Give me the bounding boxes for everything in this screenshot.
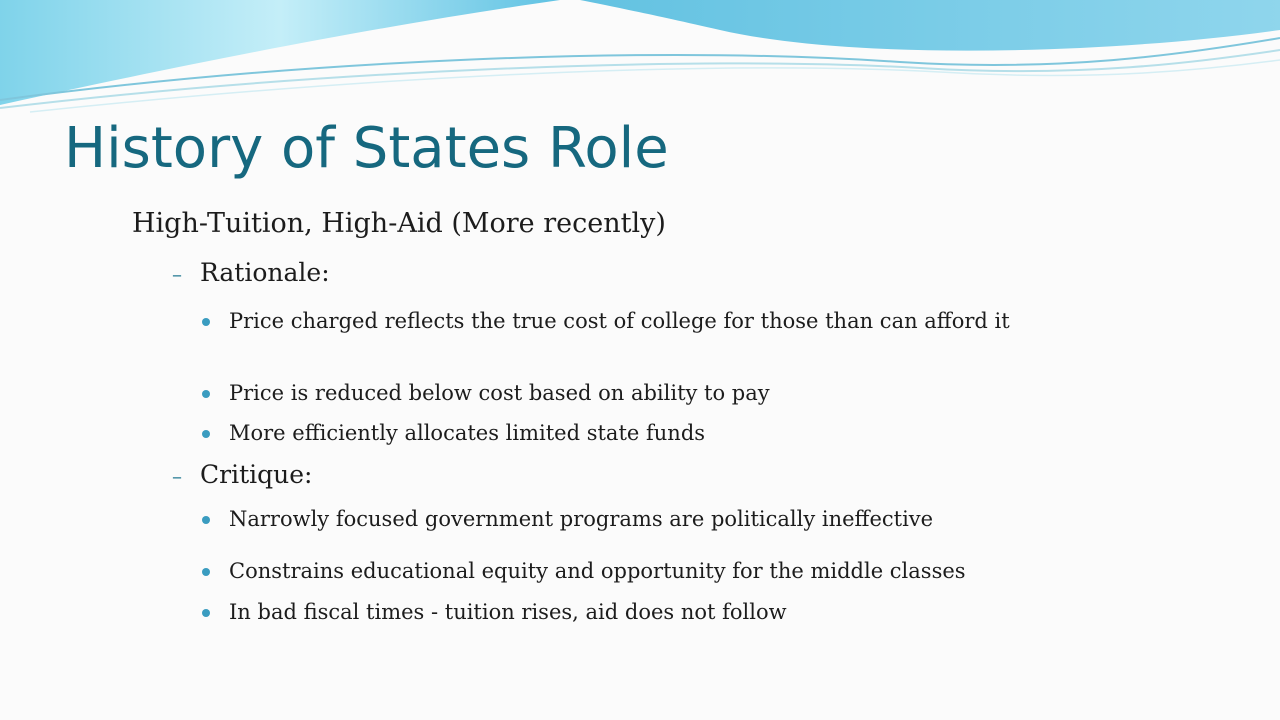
wave-banner (0, 0, 1280, 130)
list-item (202, 597, 1082, 627)
subheading-critique (172, 460, 312, 489)
bullet-dot-icon (202, 318, 210, 326)
subheading-label: Rationale: (200, 258, 330, 287)
section-heading: High-Tuition, High-Aid (More recently) (132, 208, 666, 239)
bullet-dot-icon (202, 390, 210, 398)
bullet-dot-icon (202, 430, 210, 438)
list-item-text: Constrains educational equity and opportunity for the middle classes (229, 559, 966, 583)
list-item-text: Narrowly focused government programs are politically ineffective (229, 507, 934, 531)
bullet-dot-icon (202, 568, 210, 576)
list-item-text: Price charged reflects the true cost of college for those than can afford it (229, 309, 1010, 333)
list-item (202, 556, 1082, 586)
subheading-rationale (172, 258, 330, 287)
bullet-dot-icon (202, 516, 210, 524)
subheading-label: Critique: (200, 460, 313, 489)
wave-right-fill (580, 0, 1280, 51)
list-item (202, 418, 1082, 448)
list-item-text: Price is reduced below cost based on ability to pay (229, 381, 770, 405)
list-item-text: More efficiently allocates limited state funds (229, 421, 706, 445)
bullet-dot-icon (202, 609, 210, 617)
dash-marker: – (172, 262, 182, 286)
list-item-text: In bad fiscal times - tuition rises, aid does not follow (229, 600, 787, 624)
list-item (202, 504, 1082, 534)
slide-title: History of States Role (64, 116, 669, 181)
dash-marker: – (172, 464, 182, 488)
list-item (202, 378, 1082, 408)
list-item (202, 306, 1082, 336)
